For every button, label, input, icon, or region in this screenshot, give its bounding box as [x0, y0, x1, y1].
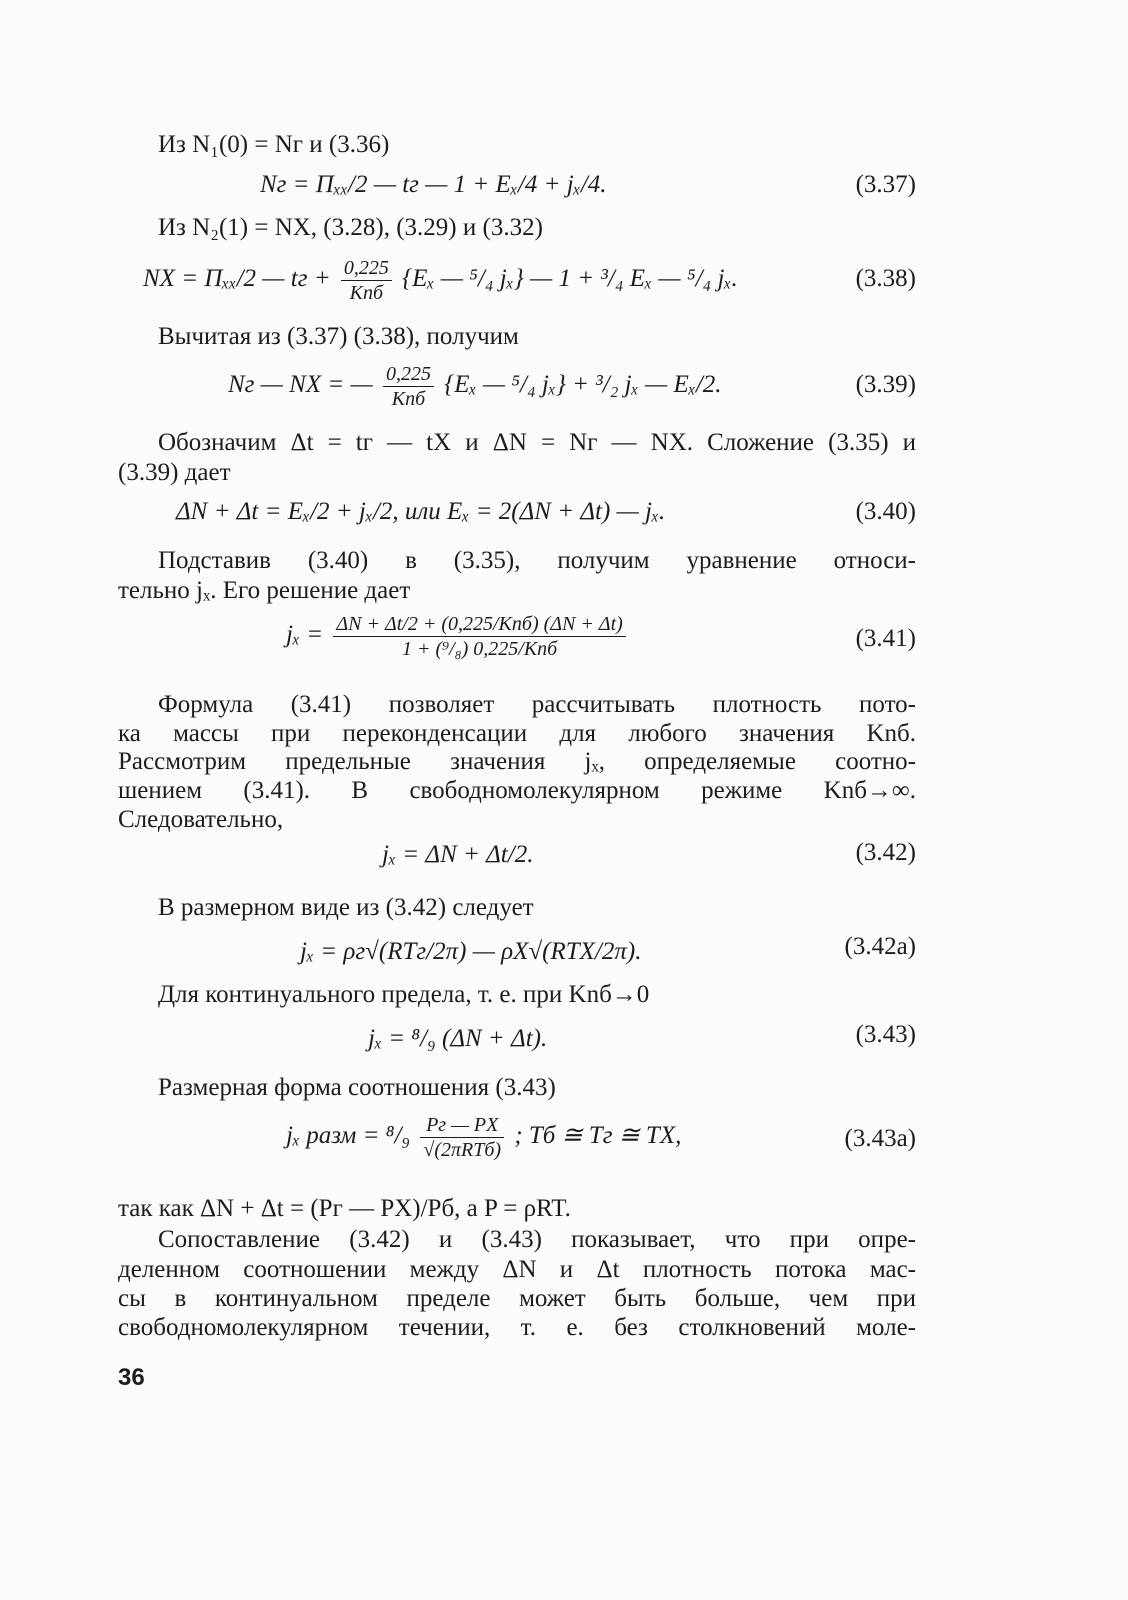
- text-line: свободномолекулярном течении, т. е. без столкновений моле-: [118, 1314, 916, 1341]
- fraction-denominator: Knб: [349, 282, 384, 304]
- text-line: Из N₂(1) = NХ, (3.28), (3.29) и (3.32): [158, 214, 543, 241]
- equation-part: jₓ разм = ⁸/₉: [286, 1122, 411, 1150]
- equation-3-40: ΔN + Δt = Eₓ/2 + jₓ/2, или Eₓ = 2(ΔN + Δt) — jₓ.: [176, 498, 666, 525]
- fraction-denominator: Knб: [391, 388, 426, 410]
- text-line: ка массы при переконденсации для любого значения Knб.: [118, 720, 916, 747]
- fraction-numerator: ΔN + Δt/2 + (0,225/Knб) (ΔN + Δt): [333, 612, 625, 637]
- text-line: В размерном виде из (3.42) следует: [158, 894, 534, 921]
- equation-part: Nг — NХ = —: [228, 371, 373, 399]
- text-line: Сопоставление (3.42) и (3.43) показывает, что при опре-: [158, 1226, 916, 1253]
- equation-part: {Eₓ — ⁵/₄ jₓ} + ³/₂ jₓ — Eₓ/2.: [444, 371, 722, 399]
- text-line: так как ΔN + Δt = (Pг — PХ)/Pб, а P = ρRT.: [118, 1195, 571, 1222]
- equation-number: (3.39): [855, 371, 916, 398]
- equation-3-41: [286, 612, 630, 661]
- text-line: сы в континуальном пределе может быть больше, чем при: [118, 1285, 916, 1312]
- text-line: Подставив (3.40) в (3.35), получим уравнение относи-: [158, 547, 916, 574]
- equation-number: (3.38): [855, 265, 916, 292]
- fraction-numerator: Pг — PХ: [420, 1113, 504, 1138]
- text-line: Размерная форма соотношения (3.43): [158, 1074, 556, 1101]
- equation-number: (3.41): [855, 625, 916, 652]
- text-line: тельно jₓ. Его решение дает: [118, 577, 411, 604]
- fraction-numerator: 0,225: [341, 256, 392, 281]
- equation-3-42a: jₓ = ρг√(RTг/2π) — ρХ√(RTХ/2π).: [300, 938, 642, 965]
- fraction: [333, 612, 625, 661]
- equation-3-39: [228, 362, 722, 411]
- equation-3-43a: [286, 1113, 681, 1162]
- equation-number: (3.37): [855, 171, 916, 198]
- equation-3-38: [143, 256, 738, 305]
- equation-number: (3.42): [855, 839, 916, 866]
- text-line: Для континуального предела, т. е. при Knб→0: [158, 981, 650, 1008]
- page-number: 36: [118, 1364, 145, 1391]
- equation-number: (3.43): [855, 1021, 916, 1048]
- equation-3-37: Nг = Πₓₓ/2 — tг — 1 + Eₓ/4 + jₓ/4.: [260, 171, 607, 198]
- equation-part: ; Tб ≅ Tг ≅ TХ,: [514, 1122, 682, 1150]
- equation-3-42: jₓ = ΔN + Δt/2.: [382, 841, 534, 868]
- text-line: деленном соотношении между ΔN и Δt плотность потока мас-: [118, 1256, 916, 1283]
- text-line: (3.39) дает: [118, 459, 231, 486]
- fraction-denominator: √(2πRTб): [423, 1139, 502, 1161]
- equation-part: NХ = Πₓₓ/2 — tг +: [143, 265, 331, 293]
- equation-part: {Eₓ — ⁵/₄ jₓ} — 1 + ³/₄ Eₓ — ⁵/₄ jₓ.: [402, 265, 738, 293]
- text-line: Из N₁(0) = Nг и (3.36): [158, 131, 390, 158]
- fraction: [420, 1113, 504, 1162]
- text-line: Обозначим Δt = tг — tХ и ΔN = Nг — NХ. Сложение (3.35) и: [158, 429, 916, 456]
- equation-number: (3.42a): [844, 933, 916, 960]
- text-line: Формула (3.41) позволяет рассчитывать плотность пото-: [158, 691, 916, 718]
- equation-3-43: jₓ = ⁸/₉ (ΔN + Δt).: [368, 1025, 548, 1052]
- equation-part: jₓ =: [286, 621, 324, 649]
- fraction: [341, 256, 392, 305]
- text-line: шением (3.41). В свободномолекулярном режиме Knб→∞.: [118, 777, 916, 804]
- text-line: Следовательно,: [118, 806, 284, 833]
- fraction-numerator: 0,225: [383, 362, 434, 387]
- text-line: Вычитая из (3.37) (3.38), получим: [158, 323, 519, 350]
- equation-number: (3.40): [855, 498, 916, 525]
- fraction: [383, 362, 434, 411]
- fraction-denominator: 1 + (⁹/₈) 0,225/Knб: [402, 638, 558, 660]
- equation-number: (3.43a): [844, 1125, 916, 1152]
- text-line: Рассмотрим предельные значения jₓ, определяемые соотно-: [118, 748, 916, 775]
